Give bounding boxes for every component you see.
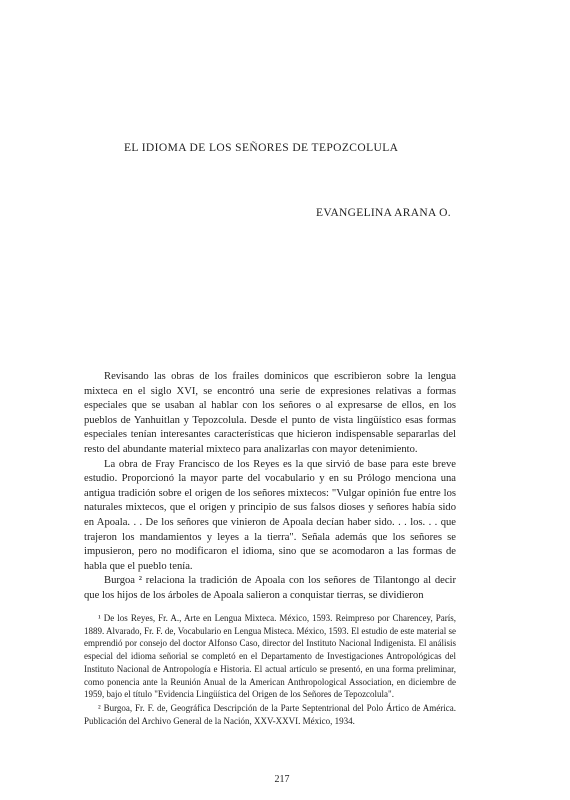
footnote: ¹ De los Reyes, Fr. A., Arte en Lengua Mixteca. México, 1593. Reimpreso por Charencey, París, 1889. Alvarado, Fr. F. de, Vocabulario en Lengua Misteca. México, 1593. El estudio de este material se emprendió por consejo del doctor Alfonso Caso, director del Instituto Nacional Indigenista. El análisis especial del idioma señorial se completó en el Departamento de Investigaciones Antropológicas del Instituto Nacional de Antropología e Historia. El actual artículo se presentó, en una forma preliminar, como ponencia ante la Reunión Anual de la American Anthropological Association, en diciembre de 1959, bajo el título "Evidencia Lingüística del Origen de los Señores de Tepozcolula".	[84, 613, 456, 700]
footnotes	[84, 612, 456, 727]
body-paragraph: La obra de Fray Francisco de los Reyes es la que sirvió de base para este breve estudio. Proporcionó la mayor parte del vocabulario y en su Prólogo menciona una antigua tradición sobre el origen de los señores mixtecos: "Vulgar opinión fue entre los naturales mixtecos, que el origen y principio de sus falsos dioses y señores había sido en Apoala. . . De los señores que vinieron de Apoala decían haber sido. . . los. . . que trajeron los mandamientos y leyes a la tierra". Señala además que los señores se impusieron, pero no modificaron el idioma, sino que se acomodaron a las formas de habla que el pueblo tenía.	[84, 458, 456, 572]
body-paragraph: Revisando las obras de los frailes dominicos que escribieron sobre la lengua mixteca en el siglo XVI, se encontró una serie de expresiones relativas a formas especiales que se usaban al hablar con los señores o al expresarse de ellos, en los pueblos de Yanhuitlan y Tepozcolula. Desde el punto de vista lingüístico esas formas especiales tenían interesantes características que hicieron indispensable separarlas del resto del abundante material mixteco para analizarlas con mayor detenimiento.	[84, 371, 456, 455]
footnote: ² Burgoa, Fr. F. de, Geográfica Descripción de la Parte Septentrional del Polo Ártico de América. Publicación del Archivo General de la Nación, XXV-XXVI. México, 1934.	[84, 702, 456, 726]
article-title: EL IDIOMA DE LOS SEÑORES DE TEPOZCOLULA	[124, 142, 399, 154]
body-paragraph: Burgoa ² relaciona la tradición de Apoala con los señores de Tilantongo al decir que los hijos de los árboles de Apoala salieron a conquistar tierras, se dividieron	[84, 575, 456, 601]
body-text	[84, 370, 456, 604]
article-author: EVANGELINA ARANA O.	[316, 207, 451, 219]
page-number: 217	[274, 774, 290, 785]
